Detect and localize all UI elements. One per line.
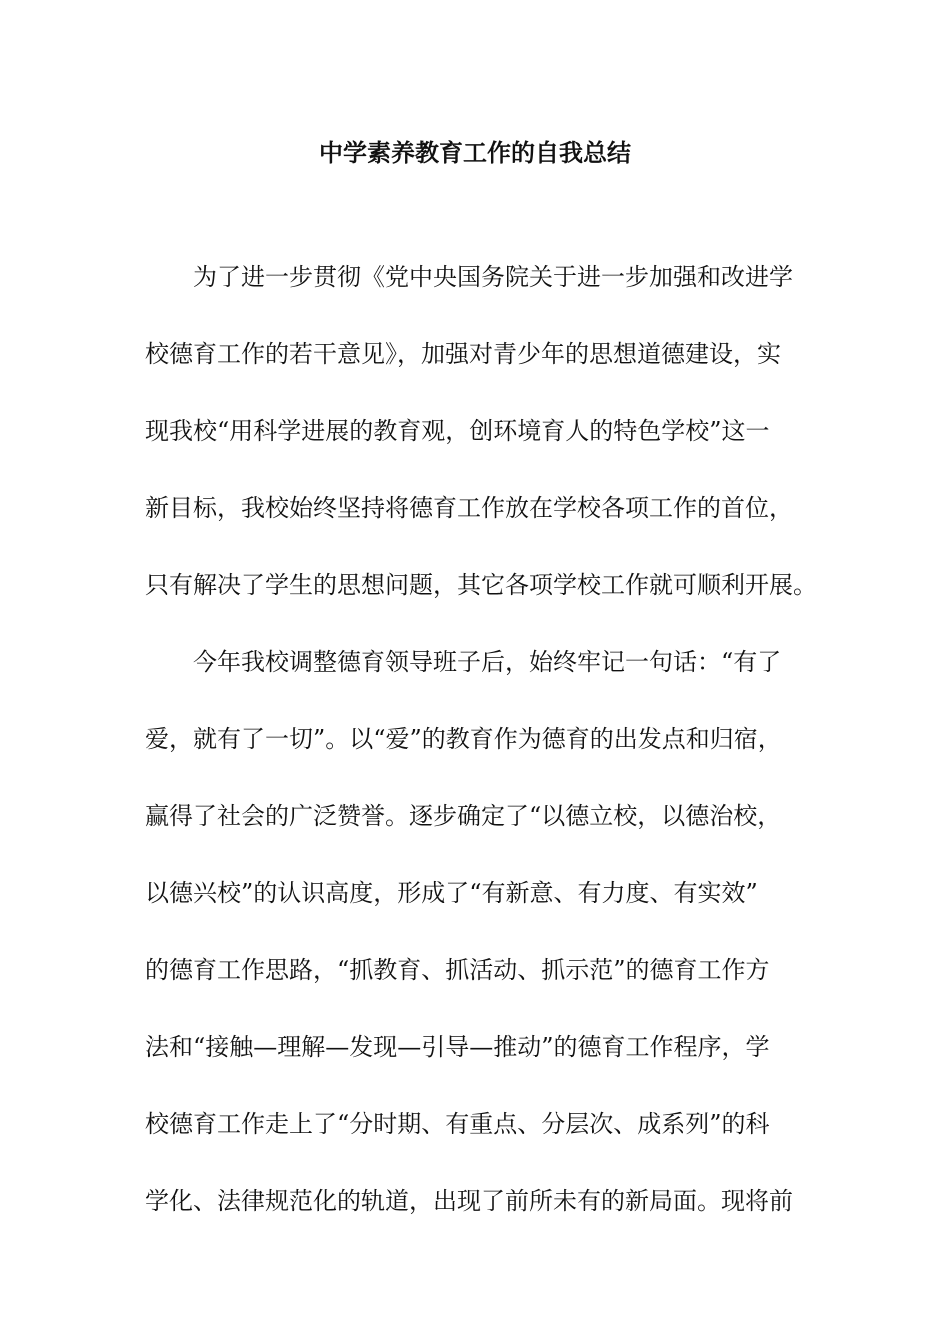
body-line-13: 学化、法律规范化的轨道，出现了前所未有的新局面。现将前: [145, 1187, 793, 1215]
document-body: [145, 257, 825, 1258]
body-line-5: 只有解决了学生的思想问题，其它各项学校工作就可顺利开展。: [145, 571, 817, 599]
body-line-2: 校德育工作的若干意见》，加强对青少年的思想道德建设，实: [145, 340, 781, 368]
body-line-9: 以德兴校”的认识高度，形成了“有新意、有力度、有实效”: [145, 879, 758, 907]
body-line-10: 的德育工作思路，“抓教育、抓活动、抓示范”的德育工作方: [145, 956, 770, 984]
document-title: 中学素养教育工作的自我总结: [319, 138, 631, 167]
body-line-1: 为了进一步贯彻《党中央国务院关于进一步加强和改进学: [193, 263, 793, 291]
body-line-12: 校德育工作走上了“分时期、有重点、分层次、成系列”的科: [145, 1110, 770, 1138]
body-line-8: 赢得了社会的广泛赞誉。逐步确定了“以德立校，以德治校，: [145, 802, 782, 830]
body-line-3: 现我校“用科学进展的教育观，创环境育人的特色学校”这一: [145, 417, 770, 445]
body-line-6: 今年我校调整德育领导班子后，始终牢记一句话：“有了: [193, 648, 782, 676]
body-line-11: 法和“接触—理解—发现—引导—推动”的德育工作程序，学: [145, 1033, 770, 1061]
body-line-4: 新目标，我校始终坚持将德育工作放在学校各项工作的首位，: [145, 494, 793, 522]
body-line-7: 爱，就有了一切”。以“爱”的教育作为德育的出发点和归宿，: [145, 725, 782, 753]
